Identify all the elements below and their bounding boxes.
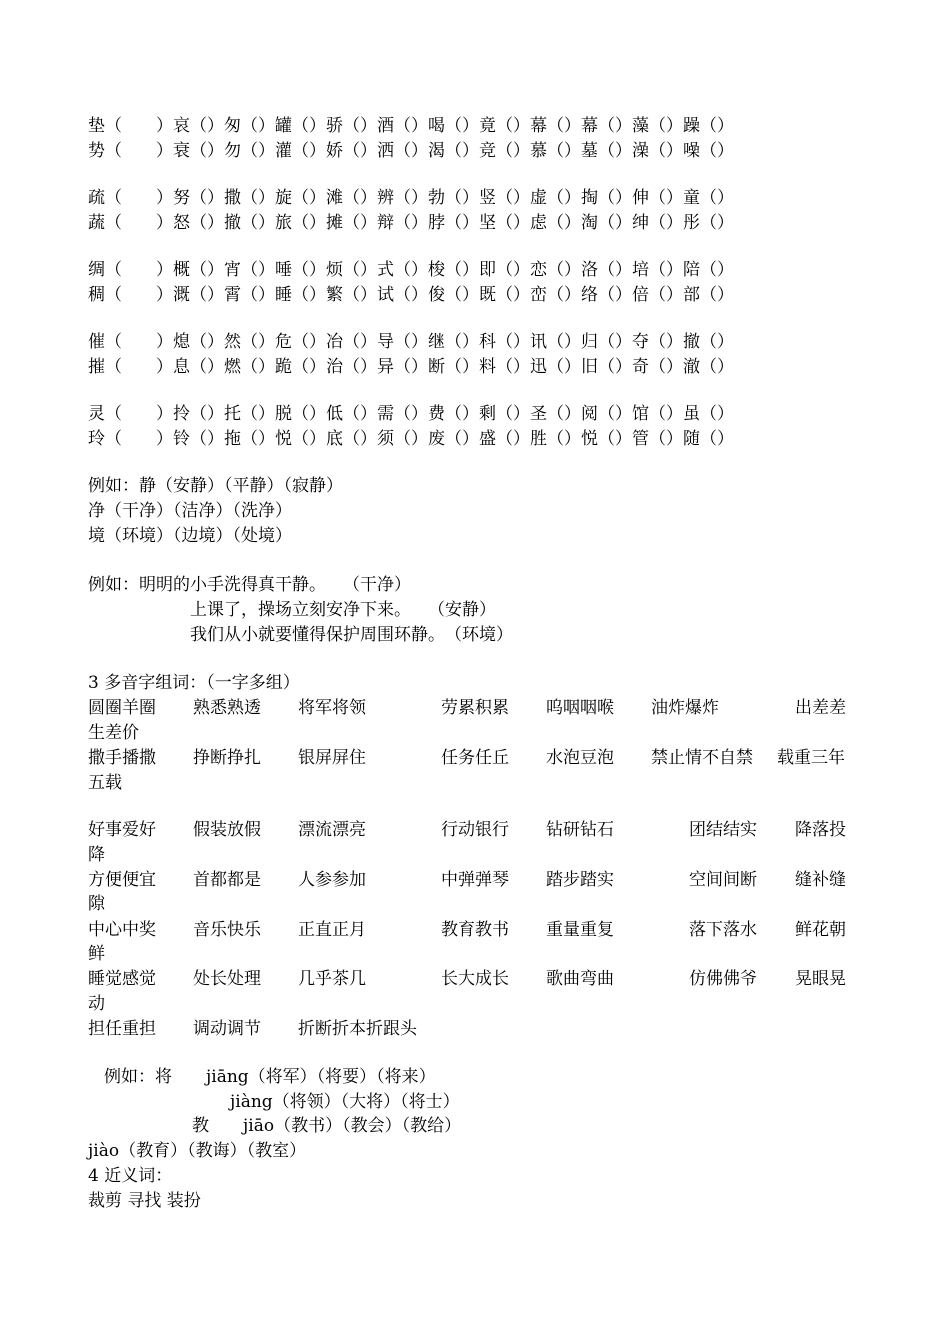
word-cell: 中弹弹琴: [441, 870, 509, 890]
word-cell: 折断折本折跟头: [298, 1019, 417, 1039]
word-cell: 鲜花朝: [795, 920, 846, 940]
word-cell: 钻研钻石: [546, 820, 614, 840]
word-cell: 方便便宜: [88, 870, 156, 890]
example-line: 上课了，操场立刻安净下来。 （安静）: [190, 600, 496, 620]
word-cell: 任务任丘: [441, 748, 509, 768]
char-pair-line: 绸（ ）概（）宵（）唾（）烦（）式（）梭（）即（）恋（）洛（）培（）陪（）: [88, 260, 734, 280]
word-cell: 首都都是: [193, 870, 261, 890]
word-cell: 调动调节: [193, 1019, 261, 1039]
word-cell: 人参参加: [298, 870, 366, 890]
word-cell: 禁止情不自禁: [651, 748, 753, 768]
word-wrap: 动: [88, 994, 105, 1014]
char-pair-line: 势（ ）衰（）勿（）灌（）娇（）洒（）渴（）竞（）慕（）墓（）澡（）噪（）: [88, 141, 734, 161]
word-cell: 晃眼晃: [795, 969, 846, 989]
word-cell: 呜咽咽喉: [546, 698, 614, 718]
word-cell: 担任重担: [88, 1019, 156, 1039]
char-pair-line: 催（ ）熄（）然（）危（）冶（）导（）继（）科（）讯（）归（）夺（）撤（）: [88, 332, 734, 352]
char-pair-line: 玲（ ）铃（）拖（）悦（）底（）须（）废（）盛（）胜（）悦（）管（）随（）: [88, 429, 734, 449]
word-cell: 空间间断: [689, 870, 757, 890]
example-line: 例如：静（安静）（平静）（寂静）: [88, 476, 343, 496]
word-cell: 银屏屏住: [298, 748, 366, 768]
section-title: 4 近义词：: [88, 1166, 173, 1186]
char-pair-line: 疏（ ）努（）撒（）旋（）滩（）辨（）勃（）竖（）虚（）掏（）伸（）童（）: [88, 188, 734, 208]
char-pair-line: 垫（ ）哀（）匆（）罐（）骄（）酒（）喝（）竟（）幕（）幕（）藻（）躁（）: [88, 116, 734, 136]
word-cell: 劳累积累: [441, 698, 509, 718]
example-line: 境（环境）（边境）（处境）: [88, 526, 292, 546]
word-cell: 中心中奖: [88, 920, 156, 940]
word-cell: 缝补缝: [795, 870, 846, 890]
word-cell: 漂流漂亮: [298, 820, 366, 840]
word-cell: 熟悉熟透: [193, 698, 261, 718]
word-wrap: 隙: [88, 894, 105, 914]
example-line: jiàng（将领）（大将）（将士）: [230, 1092, 460, 1112]
char-pair-line: 灵（ ）拎（）托（）脱（）低（）需（）费（）剩（）圣（）阅（）馆（）虽（）: [88, 404, 734, 424]
word-cell: 假装放假: [193, 820, 261, 840]
word-cell: 仿佛佛爷: [689, 969, 757, 989]
section-title: 3 多音字组词：（一字多组）: [88, 673, 300, 693]
word-wrap: 五载: [88, 773, 122, 793]
word-cell: 出差差: [795, 698, 846, 718]
word-cell: 降落投: [795, 820, 846, 840]
word-cell: 处长处理: [193, 969, 261, 989]
example-line: jiào（教育）（教诲）（教室）: [88, 1141, 307, 1161]
word-cell: 几乎茶几: [298, 969, 366, 989]
word-cell: 正直正月: [298, 920, 366, 940]
synonym-words: 裁剪 寻找 装扮: [88, 1191, 201, 1211]
word-cell: 踏步踏实: [546, 870, 614, 890]
example-line: 例如：将 jiāng（将军）（将要）（将来）: [104, 1067, 436, 1087]
word-cell: 将军将领: [298, 698, 366, 718]
word-cell: 歌曲弯曲: [546, 969, 614, 989]
word-cell: 圆圈羊圈: [88, 698, 156, 718]
word-wrap: 生差价: [88, 723, 139, 743]
word-cell: 撒手播撒: [88, 748, 156, 768]
word-cell: 落下落水: [689, 920, 757, 940]
example-line: 我们从小就要懂得保护周围环静。 （环境）: [190, 625, 513, 645]
word-cell: 音乐快乐: [193, 920, 261, 940]
word-cell: 好事爱好: [88, 820, 156, 840]
char-pair-line: 稠（ ）溉（）霄（）睡（）繁（）试（）俊（）既（）峦（）络（）倍（）部（）: [88, 285, 734, 305]
word-cell: 教育教书: [441, 920, 509, 940]
example-line: 教 jiāo（教书）（教会）（教给）: [192, 1116, 462, 1136]
example-line: 例如：明明的小手洗得真干静。 （干净）: [88, 575, 411, 595]
word-cell: 团结结实: [689, 820, 757, 840]
example-line: 净（干净）（洁净）（洗净）: [88, 501, 292, 521]
word-cell: 载重三年: [777, 748, 845, 768]
word-cell: 油炸爆炸: [651, 698, 719, 718]
char-pair-line: 蔬（ ）怒（）撤（）旅（）摊（）辩（）脖（）坚（）虑（）淘（）绅（）彤（）: [88, 213, 734, 233]
char-pair-line: 摧（ ）息（）燃（）跪（）治（）异（）断（）料（）迅（）旧（）奇（）澈（）: [88, 357, 734, 377]
word-cell: 重量重复: [546, 920, 614, 940]
word-cell: 挣断挣扎: [193, 748, 261, 768]
word-cell: 水泡豆泡: [546, 748, 614, 768]
word-wrap: 鲜: [88, 944, 105, 964]
word-cell: 长大成长: [441, 969, 509, 989]
word-cell: 行动银行: [441, 820, 509, 840]
word-wrap: 降: [88, 845, 105, 865]
word-cell: 睡觉感觉: [88, 969, 156, 989]
